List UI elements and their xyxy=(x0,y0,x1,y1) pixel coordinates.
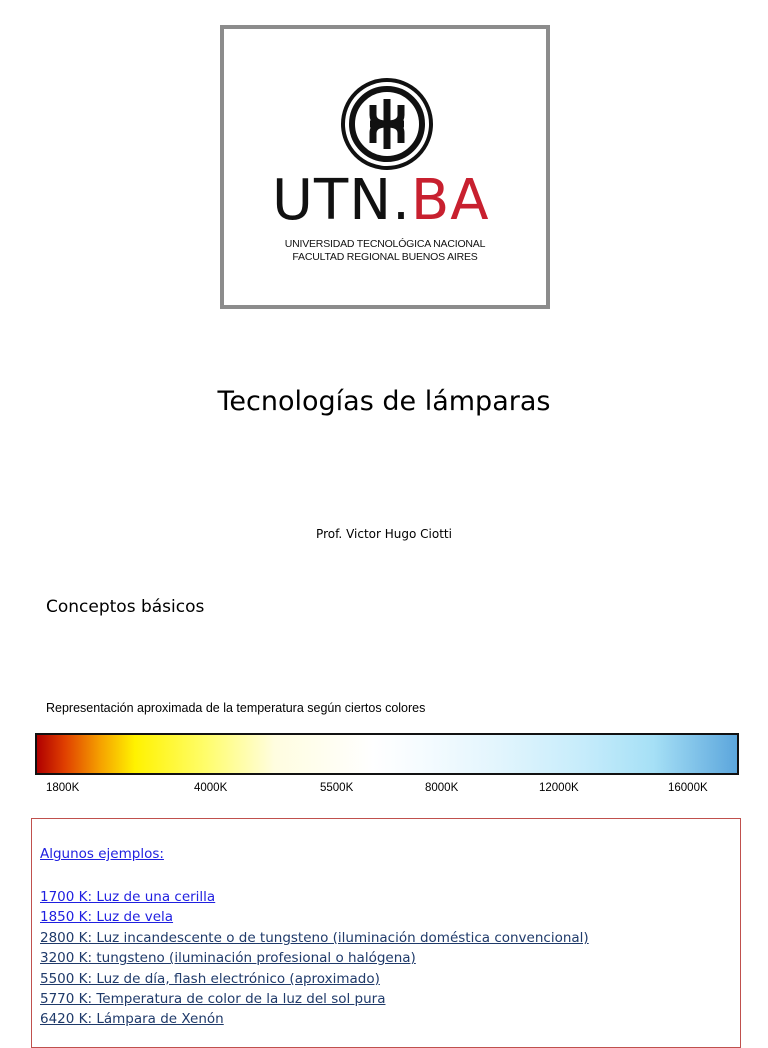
spectrum-tick: 16000K xyxy=(668,782,708,794)
logo-wordmark: UTN.BA xyxy=(272,168,490,233)
examples-list xyxy=(40,887,589,1030)
spectrum-tick: 5500K xyxy=(320,782,354,794)
example-link[interactable]: 1850 K: Luz de vela xyxy=(40,909,174,926)
color-temperature-bar xyxy=(35,733,739,775)
utn-emblem-icon xyxy=(340,77,434,171)
logo-university-name: UNIVERSIDAD TECNOLÓGICA NACIONAL xyxy=(284,238,486,250)
logo-wordmark-accent: BA xyxy=(410,168,490,233)
example-link[interactable]: 2800 K: Luz incandescente o de tungsteno (iluminación doméstica convencional) xyxy=(40,929,589,946)
logo-faculty-name: FACULTAD REGIONAL BUENOS AIRES xyxy=(292,251,478,263)
spectrum-tick: 1800K xyxy=(46,782,80,794)
section-heading: Conceptos básicos xyxy=(46,597,205,617)
examples-box xyxy=(31,818,741,1048)
example-link[interactable]: 6420 K: Lámpara de Xenón xyxy=(40,1011,224,1028)
example-link[interactable]: 5770 K: Temperatura de color de la luz del sol pura xyxy=(40,991,386,1008)
example-link[interactable]: 1700 K: Luz de una cerilla xyxy=(40,889,216,905)
spectrum-tick: 8000K xyxy=(425,782,459,794)
spectrum-tick: 12000K xyxy=(539,782,579,794)
page-title: Tecnologías de lámparas xyxy=(217,386,551,417)
author-name: Prof. Victor Hugo Ciotti xyxy=(316,527,452,541)
spectrum-tick: 4000K xyxy=(194,782,228,794)
example-link[interactable]: 3200 K: tungsteno (iluminación profesional o halógena) xyxy=(40,950,416,967)
spectrum-caption: Representación aproximada de la temperatura según ciertos colores xyxy=(46,701,426,715)
examples-heading-link[interactable]: Algunos ejemplos: xyxy=(40,846,164,862)
example-link[interactable]: 5500 K: Luz de día, flash electrónico (aproximado) xyxy=(40,970,380,987)
utn-logo xyxy=(220,25,550,309)
